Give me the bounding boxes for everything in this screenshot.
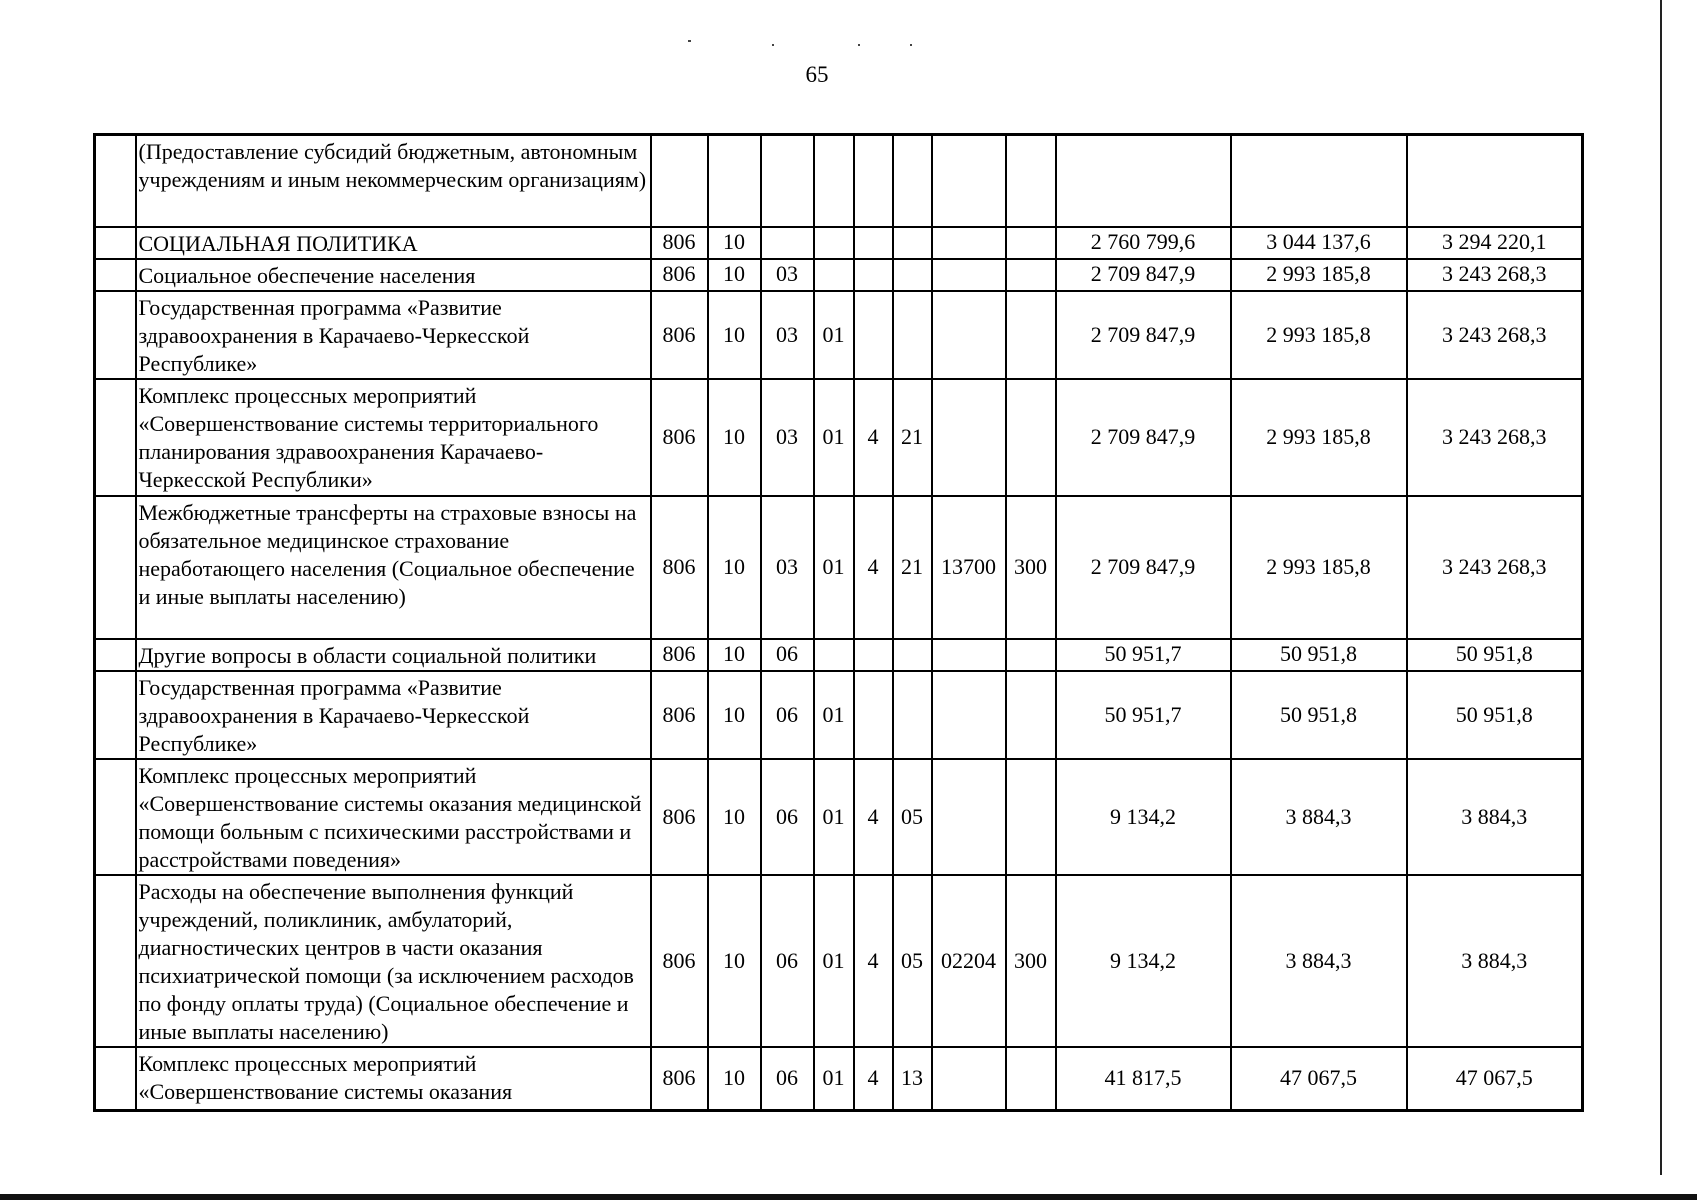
scan-speck xyxy=(858,44,860,46)
direction-code-cell: 02204 xyxy=(932,875,1006,1047)
ministry-code-cell: 806 xyxy=(651,1047,708,1111)
ministry-code-cell: 806 xyxy=(651,875,708,1047)
type-code-cell xyxy=(854,259,893,291)
amount-year-1-cell: 2 709 847,9 xyxy=(1056,496,1231,639)
row-name-cell: (Предоставление субсидий бюджетным, автономным учреждениям и иным некоммерческим организациям) xyxy=(136,135,651,227)
type-code-cell: 4 xyxy=(854,496,893,639)
amount-year-2-cell: 3 884,3 xyxy=(1231,759,1407,875)
subsection-code-cell: 06 xyxy=(761,759,814,875)
subsection-code-cell xyxy=(761,227,814,259)
program-code-cell: 01 xyxy=(814,379,854,496)
structure-code-cell: 21 xyxy=(893,496,932,639)
expense-type-code-cell xyxy=(1006,291,1056,379)
subsection-code-cell: 06 xyxy=(761,1047,814,1111)
subsection-code-cell xyxy=(761,135,814,227)
ministry-code-cell: 806 xyxy=(651,291,708,379)
row-name-cell: Другие вопросы в области социальной политики xyxy=(136,639,651,671)
row-name-cell: СОЦИАЛЬНАЯ ПОЛИТИКА xyxy=(136,227,651,259)
amount-year-2-cell: 3 044 137,6 xyxy=(1231,227,1407,259)
scan-right-edge xyxy=(1660,0,1662,1175)
amount-year-3-cell: 3 294 220,1 xyxy=(1407,227,1583,259)
amount-year-2-cell: 3 884,3 xyxy=(1231,875,1407,1047)
section-code-cell: 10 xyxy=(708,759,761,875)
row-name-cell: Социальное обеспечение населения xyxy=(136,259,651,291)
expense-type-code-cell xyxy=(1006,259,1056,291)
row-number-cell xyxy=(95,379,136,496)
section-code-cell: 10 xyxy=(708,875,761,1047)
table-row xyxy=(95,259,1583,291)
section-code-cell: 10 xyxy=(708,259,761,291)
scan-speck xyxy=(772,44,774,46)
row-number-cell xyxy=(95,759,136,875)
table-body xyxy=(95,135,1583,1111)
program-code-cell: 01 xyxy=(814,291,854,379)
direction-code-cell: 13700 xyxy=(932,496,1006,639)
subsection-code-cell: 03 xyxy=(761,259,814,291)
page-number: 65 xyxy=(805,62,829,87)
subsection-code-cell: 03 xyxy=(761,496,814,639)
structure-code-cell: 05 xyxy=(893,875,932,1047)
amount-year-1-cell: 2 709 847,9 xyxy=(1056,259,1231,291)
expense-type-code-cell xyxy=(1006,135,1056,227)
direction-code-cell xyxy=(932,259,1006,291)
type-code-cell xyxy=(854,639,893,671)
row-name-cell: Государственная программа «Развитие здравоохранения в Карачаево-Черкесской Республике» xyxy=(136,291,651,379)
structure-code-cell xyxy=(893,291,932,379)
structure-code-cell: 21 xyxy=(893,379,932,496)
direction-code-cell xyxy=(932,379,1006,496)
table-row xyxy=(95,135,1583,227)
expense-type-code-cell xyxy=(1006,759,1056,875)
type-code-cell xyxy=(854,291,893,379)
amount-year-3-cell: 50 951,8 xyxy=(1407,671,1583,759)
row-name-cell: Государственная программа «Развитие здравоохранения в Карачаево-Черкесской Республике» xyxy=(136,671,651,759)
amount-year-1-cell xyxy=(1056,135,1231,227)
type-code-cell: 4 xyxy=(854,875,893,1047)
budget-table xyxy=(93,133,1584,1112)
row-name-cell: Комплекс процессных мероприятий «Совершенствование системы территориального планирования здравоохранения Карачаево-Черкесской Республики» xyxy=(136,379,651,496)
amount-year-3-cell: 3 243 268,3 xyxy=(1407,259,1583,291)
program-code-cell xyxy=(814,259,854,291)
ministry-code-cell: 806 xyxy=(651,259,708,291)
row-number-cell xyxy=(95,259,136,291)
row-number-cell xyxy=(95,1047,136,1111)
direction-code-cell xyxy=(932,135,1006,227)
amount-year-2-cell xyxy=(1231,135,1407,227)
table-row xyxy=(95,759,1583,875)
direction-code-cell xyxy=(932,1047,1006,1111)
row-number-cell xyxy=(95,135,136,227)
row-number-cell xyxy=(95,671,136,759)
table-row xyxy=(95,291,1583,379)
section-code-cell: 10 xyxy=(708,1047,761,1111)
amount-year-2-cell: 47 067,5 xyxy=(1231,1047,1407,1111)
row-name-cell: Межбюджетные трансферты на страховые взносы на обязательное медицинское страхование неработающего населения (Социальное обеспечение и иные выплаты населению) xyxy=(136,496,651,639)
type-code-cell xyxy=(854,671,893,759)
amount-year-2-cell: 2 993 185,8 xyxy=(1231,291,1407,379)
ministry-code-cell: 806 xyxy=(651,671,708,759)
expense-type-code-cell: 300 xyxy=(1006,496,1056,639)
program-code-cell xyxy=(814,639,854,671)
row-number-cell xyxy=(95,291,136,379)
amount-year-3-cell: 3 243 268,3 xyxy=(1407,496,1583,639)
subsection-code-cell: 03 xyxy=(761,291,814,379)
subsection-code-cell: 06 xyxy=(761,875,814,1047)
row-number-cell xyxy=(95,227,136,259)
amount-year-1-cell: 2 709 847,9 xyxy=(1056,379,1231,496)
ministry-code-cell: 806 xyxy=(651,227,708,259)
type-code-cell xyxy=(854,135,893,227)
type-code-cell xyxy=(854,227,893,259)
scan-speck xyxy=(910,44,912,46)
subsection-code-cell: 06 xyxy=(761,639,814,671)
type-code-cell: 4 xyxy=(854,759,893,875)
amount-year-2-cell: 50 951,8 xyxy=(1231,671,1407,759)
row-name-cell: Комплекс процессных мероприятий «Совершенствование системы оказания xyxy=(136,1047,651,1111)
direction-code-cell xyxy=(932,639,1006,671)
amount-year-3-cell: 3 884,3 xyxy=(1407,759,1583,875)
program-code-cell: 01 xyxy=(814,875,854,1047)
program-code-cell: 01 xyxy=(814,759,854,875)
section-code-cell xyxy=(708,135,761,227)
scan-bottom-edge xyxy=(0,1194,1697,1200)
ministry-code-cell: 806 xyxy=(651,379,708,496)
amount-year-2-cell: 50 951,8 xyxy=(1231,639,1407,671)
program-code-cell: 01 xyxy=(814,1047,854,1111)
section-code-cell: 10 xyxy=(708,671,761,759)
direction-code-cell xyxy=(932,671,1006,759)
table-row xyxy=(95,639,1583,671)
structure-code-cell xyxy=(893,259,932,291)
amount-year-1-cell: 2 760 799,6 xyxy=(1056,227,1231,259)
program-code-cell: 01 xyxy=(814,496,854,639)
section-code-cell: 10 xyxy=(708,379,761,496)
amount-year-1-cell: 9 134,2 xyxy=(1056,759,1231,875)
expense-type-code-cell xyxy=(1006,639,1056,671)
table-row xyxy=(95,227,1583,259)
program-code-cell xyxy=(814,227,854,259)
amount-year-1-cell: 50 951,7 xyxy=(1056,639,1231,671)
amount-year-3-cell xyxy=(1407,135,1583,227)
row-number-cell xyxy=(95,639,136,671)
ministry-code-cell: 806 xyxy=(651,759,708,875)
structure-code-cell: 13 xyxy=(893,1047,932,1111)
program-code-cell: 01 xyxy=(814,671,854,759)
table-row xyxy=(95,671,1583,759)
table-row xyxy=(95,1047,1583,1111)
row-number-cell xyxy=(95,875,136,1047)
table-row xyxy=(95,379,1583,496)
expense-type-code-cell xyxy=(1006,671,1056,759)
expense-type-code-cell xyxy=(1006,227,1056,259)
amount-year-3-cell: 50 951,8 xyxy=(1407,639,1583,671)
amount-year-3-cell: 3 243 268,3 xyxy=(1407,291,1583,379)
subsection-code-cell: 06 xyxy=(761,671,814,759)
row-number-cell xyxy=(95,496,136,639)
amount-year-1-cell: 2 709 847,9 xyxy=(1056,291,1231,379)
amount-year-3-cell: 3 884,3 xyxy=(1407,875,1583,1047)
amount-year-1-cell: 41 817,5 xyxy=(1056,1047,1231,1111)
type-code-cell: 4 xyxy=(854,379,893,496)
row-name-cell: Расходы на обеспечение выполнения функций учреждений, поликлиник, амбулаторий, диагностических центров в части оказания психиатрической помощи (за исключением расходов по фонду оплаты труда) (Социальное обеспечение и иные выплаты населению) xyxy=(136,875,651,1047)
table-row xyxy=(95,496,1583,639)
amount-year-1-cell: 9 134,2 xyxy=(1056,875,1231,1047)
section-code-cell: 10 xyxy=(708,639,761,671)
ministry-code-cell: 806 xyxy=(651,496,708,639)
type-code-cell: 4 xyxy=(854,1047,893,1111)
structure-code-cell xyxy=(893,639,932,671)
section-code-cell: 10 xyxy=(708,291,761,379)
subsection-code-cell: 03 xyxy=(761,379,814,496)
amount-year-1-cell: 50 951,7 xyxy=(1056,671,1231,759)
direction-code-cell xyxy=(932,291,1006,379)
ministry-code-cell: 806 xyxy=(651,639,708,671)
expense-type-code-cell xyxy=(1006,379,1056,496)
section-code-cell: 10 xyxy=(708,496,761,639)
structure-code-cell xyxy=(893,227,932,259)
structure-code-cell: 05 xyxy=(893,759,932,875)
direction-code-cell xyxy=(932,227,1006,259)
amount-year-3-cell: 3 243 268,3 xyxy=(1407,379,1583,496)
scan-speck xyxy=(688,40,691,42)
ministry-code-cell xyxy=(651,135,708,227)
section-code-cell: 10 xyxy=(708,227,761,259)
structure-code-cell xyxy=(893,671,932,759)
direction-code-cell xyxy=(932,759,1006,875)
row-name-cell: Комплекс процессных мероприятий «Совершенствование системы оказания медицинской помощи больным с психическими расстройствами и расстройствами поведения» xyxy=(136,759,651,875)
expense-type-code-cell: 300 xyxy=(1006,875,1056,1047)
amount-year-3-cell: 47 067,5 xyxy=(1407,1047,1583,1111)
amount-year-2-cell: 2 993 185,8 xyxy=(1231,496,1407,639)
program-code-cell xyxy=(814,135,854,227)
expense-type-code-cell xyxy=(1006,1047,1056,1111)
table-row xyxy=(95,875,1583,1047)
amount-year-2-cell: 2 993 185,8 xyxy=(1231,259,1407,291)
structure-code-cell xyxy=(893,135,932,227)
amount-year-2-cell: 2 993 185,8 xyxy=(1231,379,1407,496)
